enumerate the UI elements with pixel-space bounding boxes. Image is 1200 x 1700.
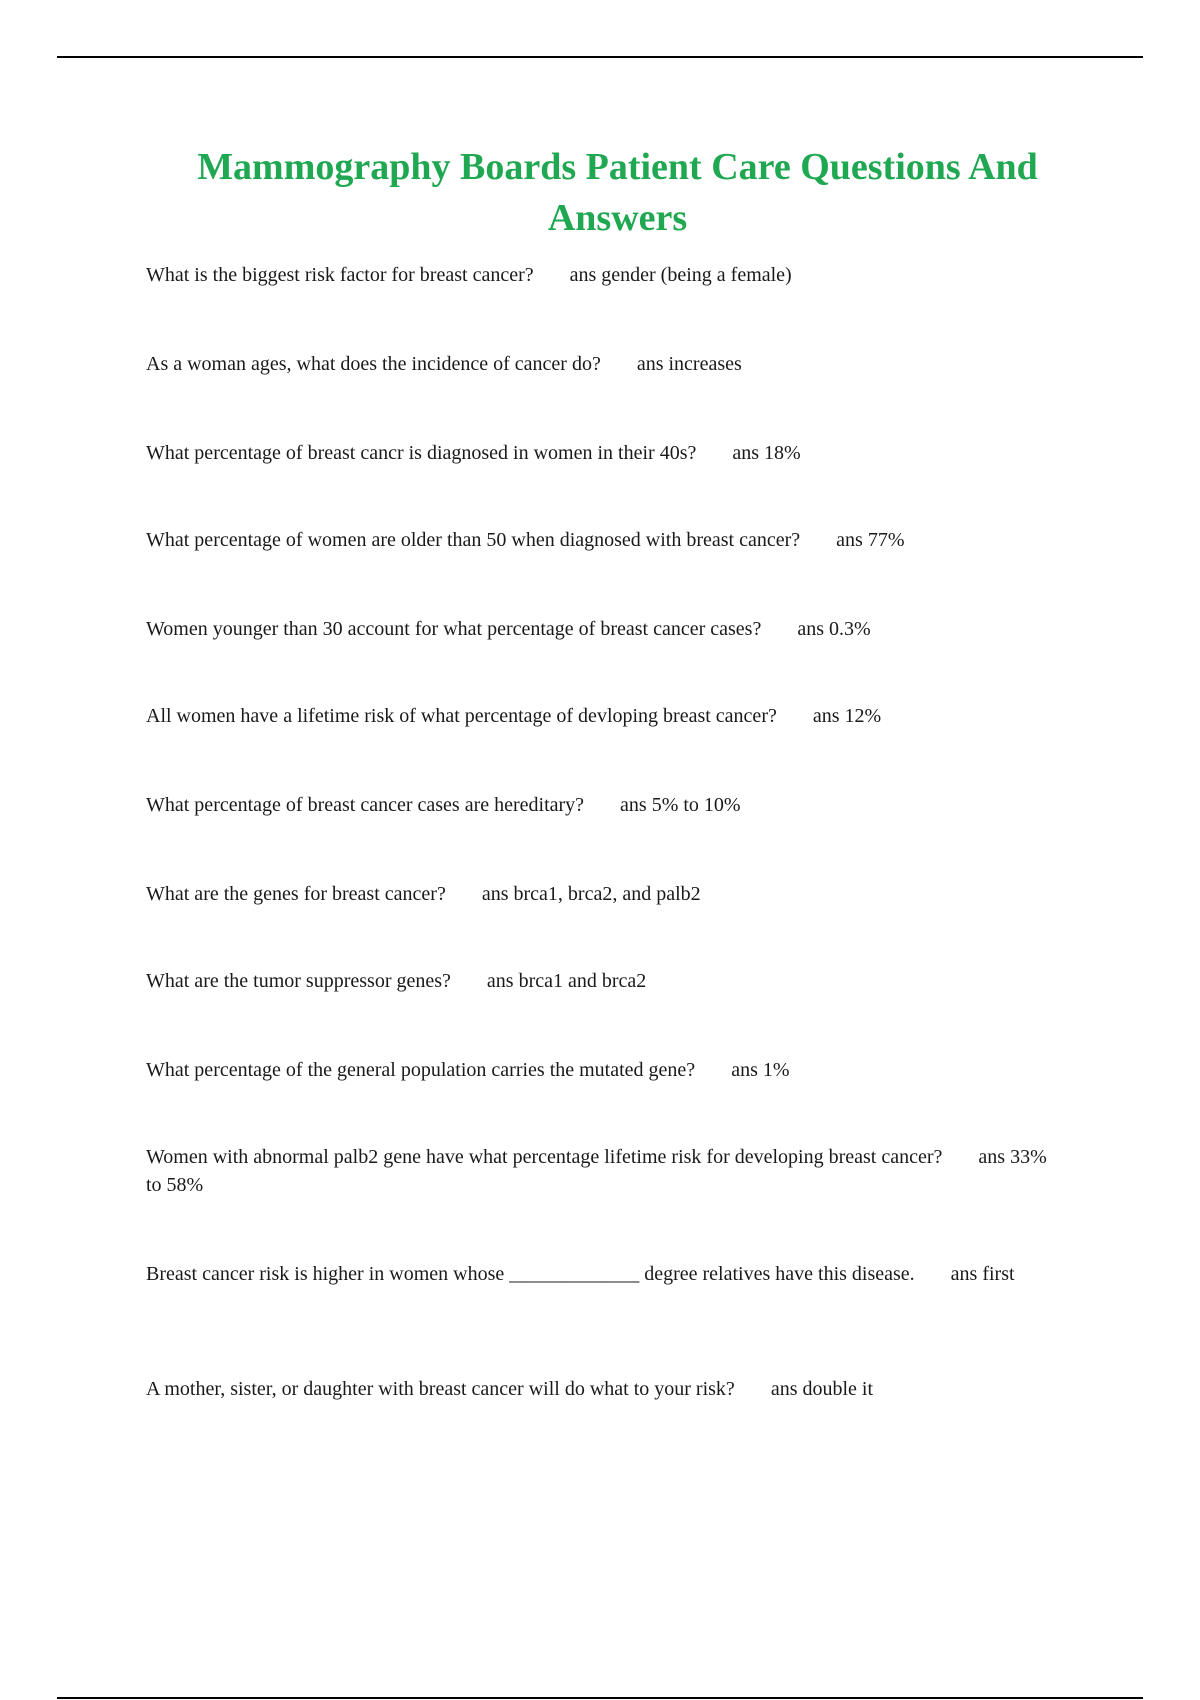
qa-item-12: [146, 1260, 1066, 1288]
question-text: What percentage of breast cancr is diagnosed in women in their 40s?: [146, 442, 697, 464]
qa-item-9: [146, 967, 1066, 995]
header-rule: [57, 56, 1143, 58]
answer-text: ans 12%: [812, 705, 882, 727]
question-text: Women younger than 30 account for what percentage of breast cancer cases?: [146, 618, 762, 640]
qa-item-8: [146, 880, 1066, 908]
question-text: What are the tumor suppressor genes?: [146, 970, 451, 992]
answer-text: ans gender (being a female): [569, 264, 792, 286]
qa-item-1: [146, 261, 1066, 289]
qa-item-2: [146, 350, 1066, 378]
qa-item-6: [146, 702, 1066, 730]
question-text: What percentage of breast cancer cases are hereditary?: [146, 794, 585, 816]
qa-item-5: [146, 615, 1066, 643]
answer-text: ans brca1 and brca2: [486, 970, 647, 992]
footer-rule: [57, 1697, 1143, 1699]
answer-text: ans 33% to 58%: [146, 1146, 1047, 1196]
answer-text: ans brca1, brca2, and palb2: [481, 883, 701, 905]
answer-text: ans first: [950, 1263, 1015, 1285]
answer-text: ans 0.3%: [797, 618, 871, 640]
qa-item-7: [146, 791, 1066, 819]
question-text: Women with abnormal palb2 gene have what percentage lifetime risk for developing breast cancer?: [146, 1146, 943, 1168]
answer-text: ans 1%: [731, 1059, 790, 1081]
qa-item-13: [146, 1375, 1066, 1403]
question-text: What percentage of the general population carries the mutated gene?: [146, 1059, 696, 1081]
qa-item-3: [146, 439, 1066, 467]
answer-text: ans double it: [770, 1378, 874, 1400]
answer-text: ans 5% to 10%: [620, 794, 741, 816]
qa-item-10: [146, 1056, 1066, 1084]
question-text: What is the biggest risk factor for breast cancer?: [146, 264, 534, 286]
qa-item-4: [146, 526, 1066, 554]
qa-item-11: [146, 1143, 1066, 1199]
question-text: A mother, sister, or daughter with breast cancer will do what to your risk?: [146, 1378, 735, 1400]
document-title: Mammography Boards Patient Care Questions And Answers: [197, 146, 1038, 239]
question-text: Breast cancer risk is higher in women whose _____________ degree relatives have this disease.: [146, 1263, 915, 1285]
question-text: As a woman ages, what does the incidence of cancer do?: [146, 353, 601, 375]
question-text: What are the genes for breast cancer?: [146, 883, 446, 905]
answer-text: ans increases: [636, 353, 742, 375]
answer-text: ans 77%: [836, 529, 905, 551]
answer-text: ans 18%: [732, 442, 801, 464]
question-text: What percentage of women are older than 50 when diagnosed with breast cancer?: [146, 529, 801, 551]
question-text: All women have a lifetime risk of what percentage of devloping breast cancer?: [146, 705, 777, 727]
